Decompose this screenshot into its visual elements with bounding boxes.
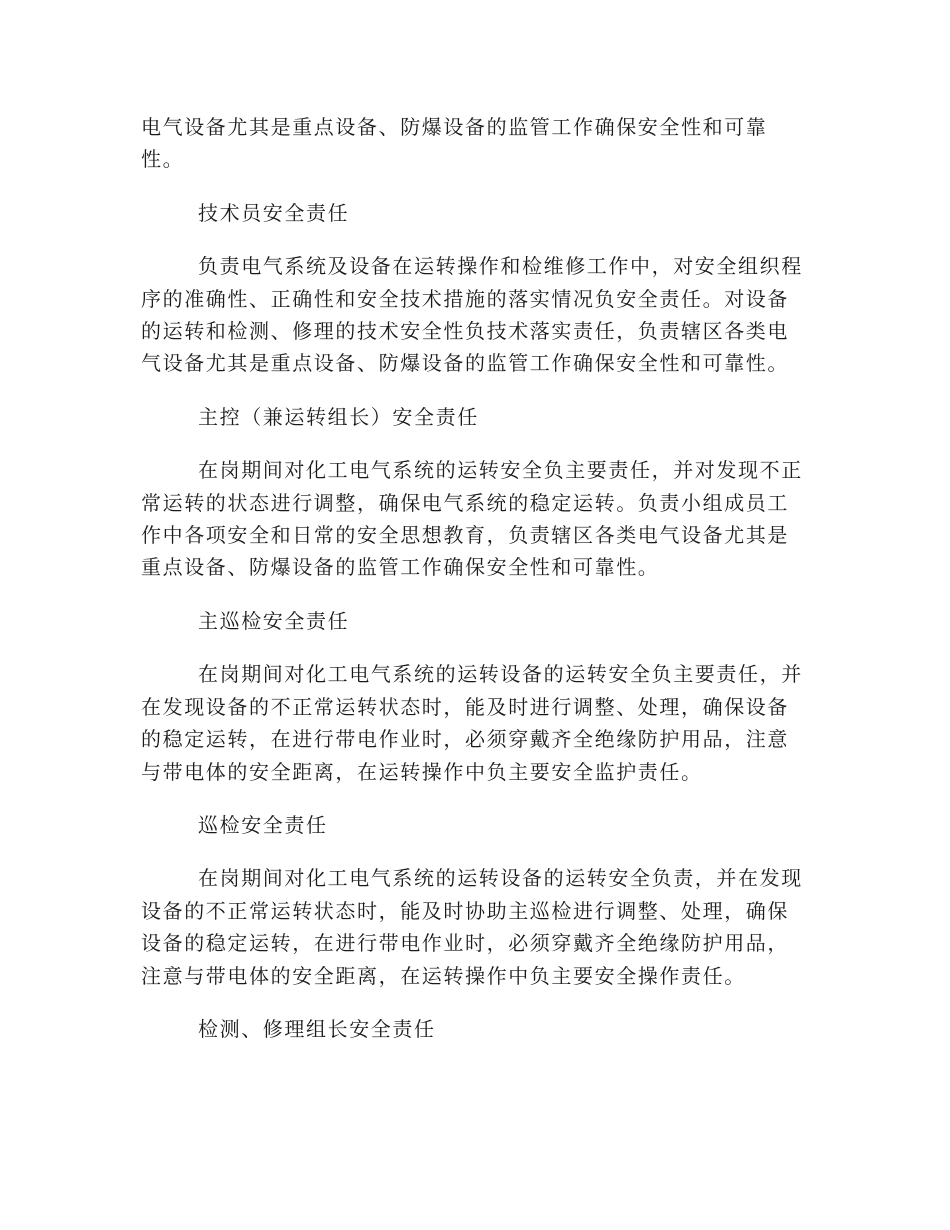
continuation-paragraph: 电气设备尤其是重点设备、防爆设备的监管工作确保安全性和可靠 性。 bbox=[141, 115, 768, 172]
section-heading-repair-lead: 检测、修理组长安全责任 bbox=[198, 1016, 436, 1041]
section-heading-chief-inspector: 主巡检安全责任 bbox=[198, 608, 350, 633]
section-body-main-control: 在岗期间对化工电气系统的运转安全负主要责任，并对发现不正 常运转的状态进行调整，确保电气系统的稳定运转。负责小组成员工 作中各项安全和日常的安全思想教育，负责辖区各类电气设备尤其是 重点设备、防爆设备的监管工作确保安全性和可靠性。 bbox=[141, 458, 803, 580]
section-body-inspector: 在岗期间对化工电气系统的运转设备的运转安全负责，并在发现 设备的不正常运转状态时，能及时协助主巡检进行调整、处理，确保 设备的稳定运转，在进行带电作业时，必须穿戴齐全绝缘防护用品， 注意与带电体的安全距离，在运转操作中负主要安全操作责任。 bbox=[141, 866, 803, 988]
section-heading-technician: 技术员安全责任 bbox=[198, 200, 350, 225]
section-heading-main-control: 主控（兼运转组长）安全责任 bbox=[198, 404, 479, 429]
section-heading-inspector: 巡检安全责任 bbox=[198, 812, 328, 837]
document-body bbox=[141, 111, 811, 1045]
section-body-chief-inspector: 在岗期间对化工电气系统的运转设备的运转安全负主要责任，并 在发现设备的不正常运转状态时，能及时进行调整、处理，确保设备 的稳定运转，在进行带电作业时，必须穿戴齐全绝缘防护用品，注意 与带电体的安全距离，在运转操作中负主要安全监护责任。 bbox=[141, 662, 803, 784]
section-body-technician: 负责电气系统及设备在运转操作和检维修工作中，对安全组织程 序的准确性、正确性和安全技术措施的落实情况负安全责任。对设备 的运转和检测、修理的技术安全性负技术落实责任，负责辖区各类电 气设备尤其是重点设备、防爆设备的监管工作确保安全性和可靠性。 bbox=[141, 254, 803, 376]
